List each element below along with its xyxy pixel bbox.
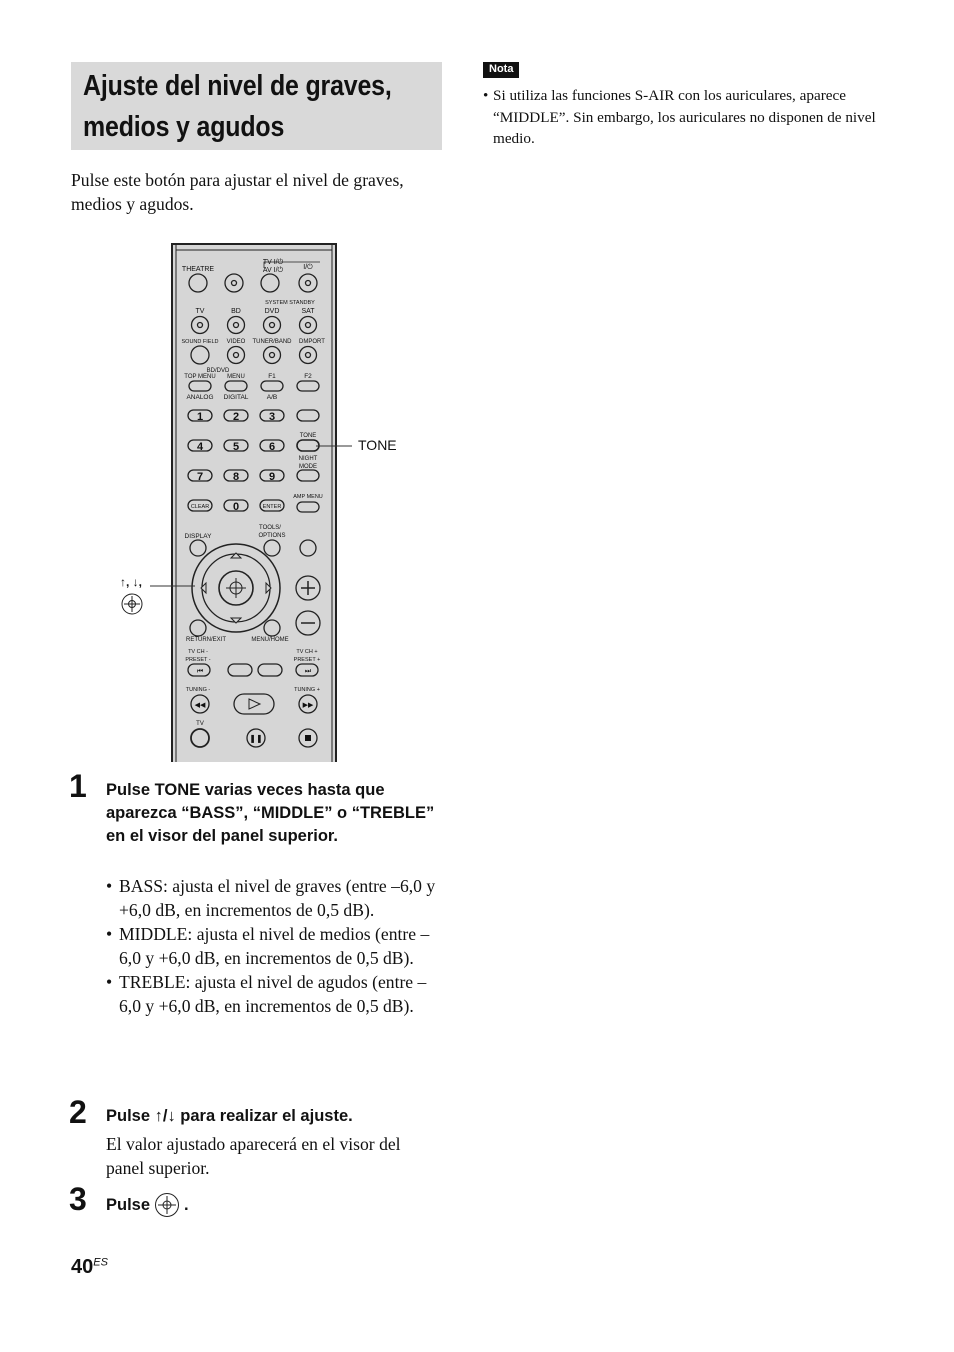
dvd-button[interactable] (264, 317, 281, 334)
nota-text (483, 85, 878, 150)
label-sound-field: SOUND FIELD (181, 339, 219, 345)
label-enter: ENTER (262, 504, 282, 510)
title-box (71, 62, 442, 150)
bullet-bass (106, 874, 441, 922)
bullet-treble-text: TREBLE: ajusta el nivel de agudos (entre –6,0 y +6,0 dB, en incrementos de 0,5 dB). (119, 972, 427, 1016)
nota-body: Si utiliza las funciones S-AIR con los auriculares, aparece “MIDDLE”. Sin embargo, los auriculares no disponen de nivel medio. (493, 87, 876, 147)
digit-8: 8 (232, 471, 240, 483)
label-menu-home: MENU/HOME (251, 637, 289, 643)
page-number (71, 1256, 108, 1279)
remote-control-illustration (110, 240, 430, 762)
enter-symbol-icon (154, 1192, 180, 1218)
dmport-button[interactable] (300, 347, 317, 364)
advance-button[interactable] (258, 664, 282, 676)
label-tuning-plus: TUNING + (294, 687, 320, 693)
page-title (83, 66, 392, 148)
label-tuner-band: TUNER/BAND (252, 339, 292, 345)
digit-2: 2 (232, 411, 240, 423)
info-button[interactable] (297, 410, 319, 421)
bullet-glyph: • (106, 972, 113, 992)
label-tuning-minus: TUNING - (185, 687, 211, 693)
tv-power-bottom-button[interactable] (191, 729, 209, 747)
bullet-middle (106, 922, 441, 970)
label-options: OPTIONS (258, 533, 286, 539)
power-button[interactable] (299, 274, 317, 292)
label-tv-bottom: TV (196, 721, 204, 727)
night-mode-button[interactable] (297, 470, 319, 481)
label-tools: TOOLS/ (259, 525, 281, 531)
label-clear: CLEAR (190, 504, 210, 510)
digit-6: 6 (268, 441, 276, 453)
arrows-callout-label: ↑, ↓, (120, 575, 143, 589)
digit-4: 4 (196, 441, 204, 453)
label-night: NIGHT (298, 456, 318, 462)
digit-3: 3 (268, 411, 276, 423)
f2-button[interactable] (297, 381, 319, 391)
bd-button[interactable] (228, 317, 245, 334)
step-3-number: 3 (69, 1181, 87, 1217)
play-button[interactable] (234, 694, 274, 714)
rewind-icon: ◀◀ (194, 702, 206, 709)
step-1-heading: Pulse TONE varias veces hasta que aparezca “BASS”, “MIDDLE” o “TREBLE” en el visor del panel superior. (106, 781, 435, 845)
step-1-number: 1 (69, 768, 87, 804)
top-menu-button[interactable] (189, 381, 211, 391)
label-dmport: DMPORT (299, 339, 325, 345)
label-system-standby: SYSTEM STANDBY (265, 300, 315, 306)
label-amp-menu: AMP MENU (293, 494, 323, 500)
label-ab: A/B (266, 394, 278, 401)
label-power: I/⏻ (303, 264, 313, 271)
bullet-glyph: • (106, 876, 113, 896)
label-f1: F1 (268, 373, 276, 380)
theatre-button[interactable] (189, 274, 207, 292)
digit-1: 1 (196, 411, 204, 423)
next-icon: ⏭ (304, 668, 312, 675)
label-digital: DIGITAL (223, 394, 249, 401)
sound-field-button[interactable] (191, 346, 209, 364)
label-preset-minus: PRESET - (185, 657, 211, 663)
label-mode: MODE (299, 464, 317, 470)
page-language-suffix: ES (93, 1256, 108, 1269)
tone-button[interactable] (297, 440, 319, 451)
label-tv: TV (195, 308, 205, 315)
return-exit-button[interactable] (190, 620, 206, 636)
label-bd: BD (231, 308, 241, 315)
nota-badge: Nota (483, 62, 519, 78)
label-bddvd: BD/DVD (206, 368, 230, 374)
fast-forward-icon: ▶▶ (302, 702, 314, 709)
muting-button[interactable] (300, 540, 316, 556)
tv-power-button[interactable] (261, 274, 279, 292)
label-preset-plus: PRESET + (293, 657, 321, 663)
bullet-glyph: • (106, 924, 113, 944)
digit-0: 0 (232, 501, 240, 513)
label-menu: MENU (227, 374, 245, 380)
label-sat: SAT (301, 308, 315, 315)
tuner-band-button[interactable] (264, 347, 281, 364)
bullet-bass-text: BASS: ajusta el nivel de graves (entre –6,0 y +6,0 dB, en incrementos de 0,5 dB). (119, 876, 436, 920)
label-tvch-plus: TV CH + (296, 649, 318, 655)
step-2-body: El valor ajustado aparecerá en el visor del panel superior. (106, 1134, 401, 1178)
title-line-2: medios y agudos (83, 111, 285, 143)
prev-icon: ⏮ (196, 668, 204, 675)
menu-button[interactable] (225, 381, 247, 391)
tools-options-button[interactable] (264, 540, 280, 556)
label-display: DISPLAY (184, 533, 212, 540)
page-number-value: 40 (71, 1256, 94, 1278)
input-button[interactable] (225, 274, 243, 292)
amp-menu-button[interactable] (297, 502, 319, 512)
video-button[interactable] (228, 347, 245, 364)
step-3-heading (106, 1192, 189, 1218)
label-tone: TONE (299, 433, 317, 439)
step-3-heading-end: . (184, 1195, 189, 1214)
tv-input-button[interactable] (192, 317, 209, 334)
step-2-number: 2 (69, 1094, 87, 1130)
sat-button[interactable] (300, 317, 317, 334)
label-top-menu: TOP MENU (184, 374, 216, 380)
stop-icon (305, 735, 311, 741)
label-analog: ANALOG (186, 394, 214, 401)
bullet-treble (106, 970, 441, 1018)
label-f2: F2 (304, 373, 312, 380)
display-button[interactable] (190, 540, 206, 556)
label-return-exit: RETURN/EXIT (185, 637, 227, 643)
tone-callout-label: TONE (358, 437, 397, 453)
step-2-heading: Pulse ↑/↓ para realizar el ajuste. (106, 1107, 353, 1125)
intro-text: Pulse este botón para ajustar el nivel de graves, medios y agudos. (71, 170, 404, 214)
label-av-power: AV I/⏻ (262, 267, 284, 274)
label-tv-power: TV I/⏻ (262, 259, 284, 266)
title-line-1: Ajuste del nivel de graves, (83, 70, 392, 102)
bullet-glyph: • (483, 87, 489, 104)
bullet-middle-text: MIDDLE: ajusta el nivel de medios (entre –6,0 y +6,0 dB, en incrementos de 0,5 dB). (119, 924, 430, 968)
label-tvch-minus: TV CH - (188, 649, 208, 655)
digit-7: 7 (196, 471, 204, 483)
step-3-heading-text: Pulse (106, 1195, 151, 1214)
label-theatre: THEATRE (181, 266, 215, 273)
menu-home-button[interactable] (264, 620, 280, 636)
step-1-bullets (106, 874, 441, 1018)
label-dvd: DVD (264, 308, 280, 315)
f1-button[interactable] (261, 381, 283, 391)
digit-9: 9 (268, 471, 276, 483)
digit-5: 5 (232, 441, 240, 453)
label-video: VIDEO (226, 339, 246, 345)
pause-icon: ❚❚ (249, 734, 263, 743)
replay-button[interactable] (228, 664, 252, 676)
